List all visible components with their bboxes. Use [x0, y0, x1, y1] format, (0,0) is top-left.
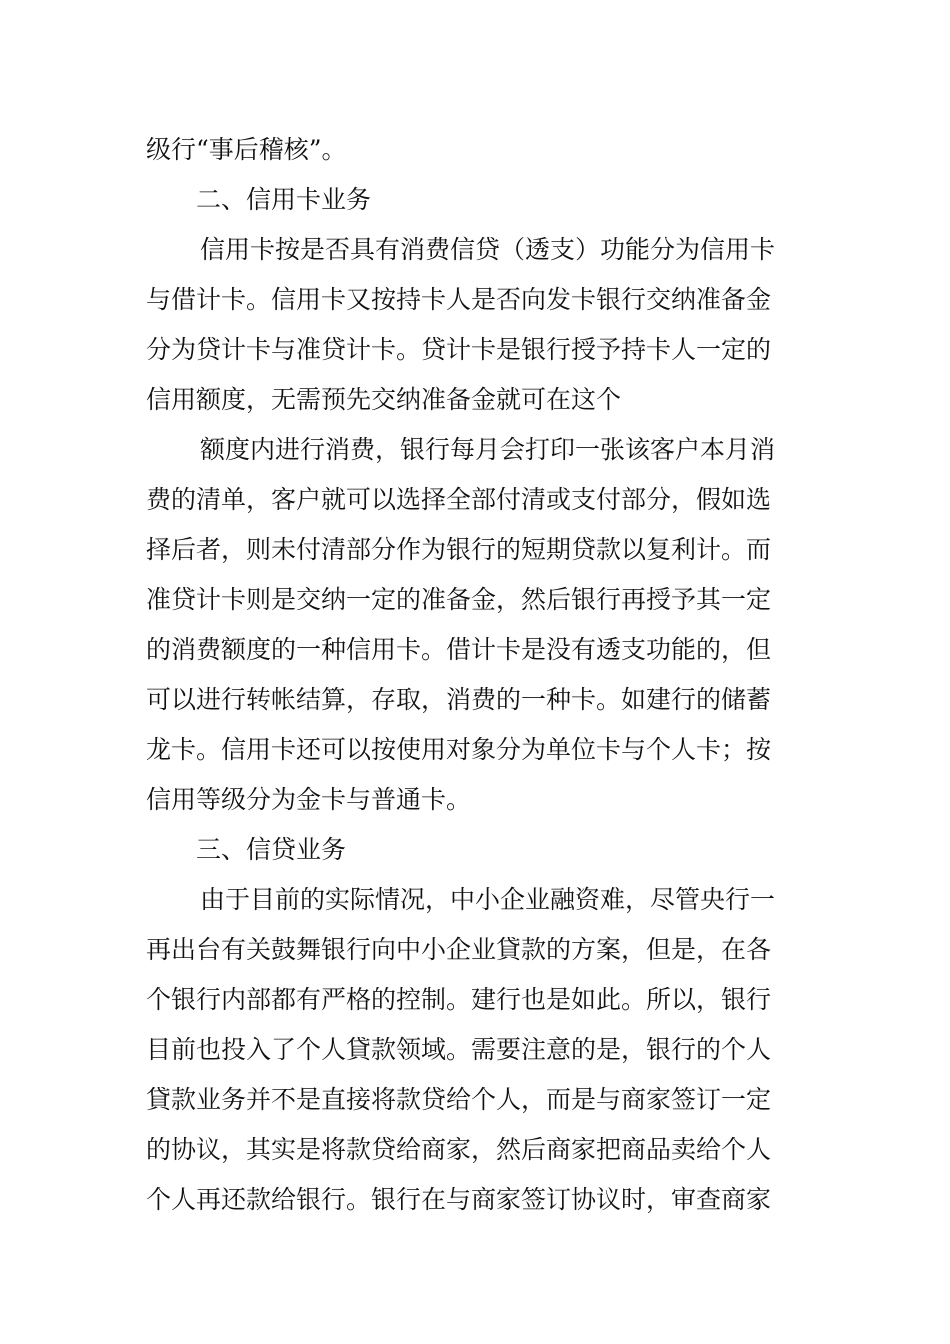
text-line: 龙卡。信用卡还可以按使用对象分为单位卡与个人卡；按 [146, 735, 772, 764]
text-line: 信用额度，无需预先交纳准备金就可在这个 [146, 385, 622, 414]
text-line: 的协议，其实是将款贷给商家，然后商家把商品卖给个人 [146, 1135, 772, 1164]
text-line: 个银行内部都有严格的控制。建行也是如此。所以，银行 [146, 985, 772, 1014]
paragraph-first-line: 额度内进行消费，银行每月会打印一张该客户本月消 [200, 435, 776, 464]
section-heading: 二、信用卡业务 [196, 185, 372, 214]
text-line: 择后者，则未付清部分作为银行的短期贷款以复利计。而 [146, 535, 772, 564]
text-line: 分为贷计卡与准贷计卡。贷计卡是银行授予持卡人一定的 [146, 335, 772, 364]
text-line: 信用等级分为金卡与普通卡。 [146, 785, 472, 814]
text-line: 与借计卡。信用卡又按持卡人是否向发卡银行交纳准备金 [146, 285, 772, 314]
text-line: 费的清单，客户就可以选择全部付清或支付部分，假如选 [146, 485, 772, 514]
text-line: 级行“事后稽核”。 [146, 135, 347, 164]
text-line: 准贷计卡则是交纳一定的准备金，然后银行再授予其一定 [146, 585, 772, 614]
text-line: 的消费额度的一种信用卡。借计卡是没有透支功能的，但 [146, 635, 772, 664]
text-line: 可以进行转帐结算，存取，消费的一种卡。如建行的储蓄 [146, 685, 772, 714]
text-line: 貸款业务并不是直接将款贷给个人，而是与商家签订一定 [146, 1085, 772, 1114]
text-line: 再出台有关鼓舞银行向中小企业貸款的方案，但是，在各 [146, 935, 772, 964]
paragraph-first-line: 由于目前的实际情况，中小企业融资难，尽管央行一 [200, 885, 776, 914]
section-heading: 三、信贷业务 [196, 835, 347, 864]
text-line: 个人再还款给银行。银行在与商家签订协议时，审查商家 [146, 1185, 772, 1214]
paragraph-first-line: 信用卡按是否具有消费信贷（透支）功能分为信用卡 [200, 235, 776, 264]
text-line: 目前也投入了个人貸款领域。需要注意的是，银行的个人 [146, 1035, 772, 1064]
